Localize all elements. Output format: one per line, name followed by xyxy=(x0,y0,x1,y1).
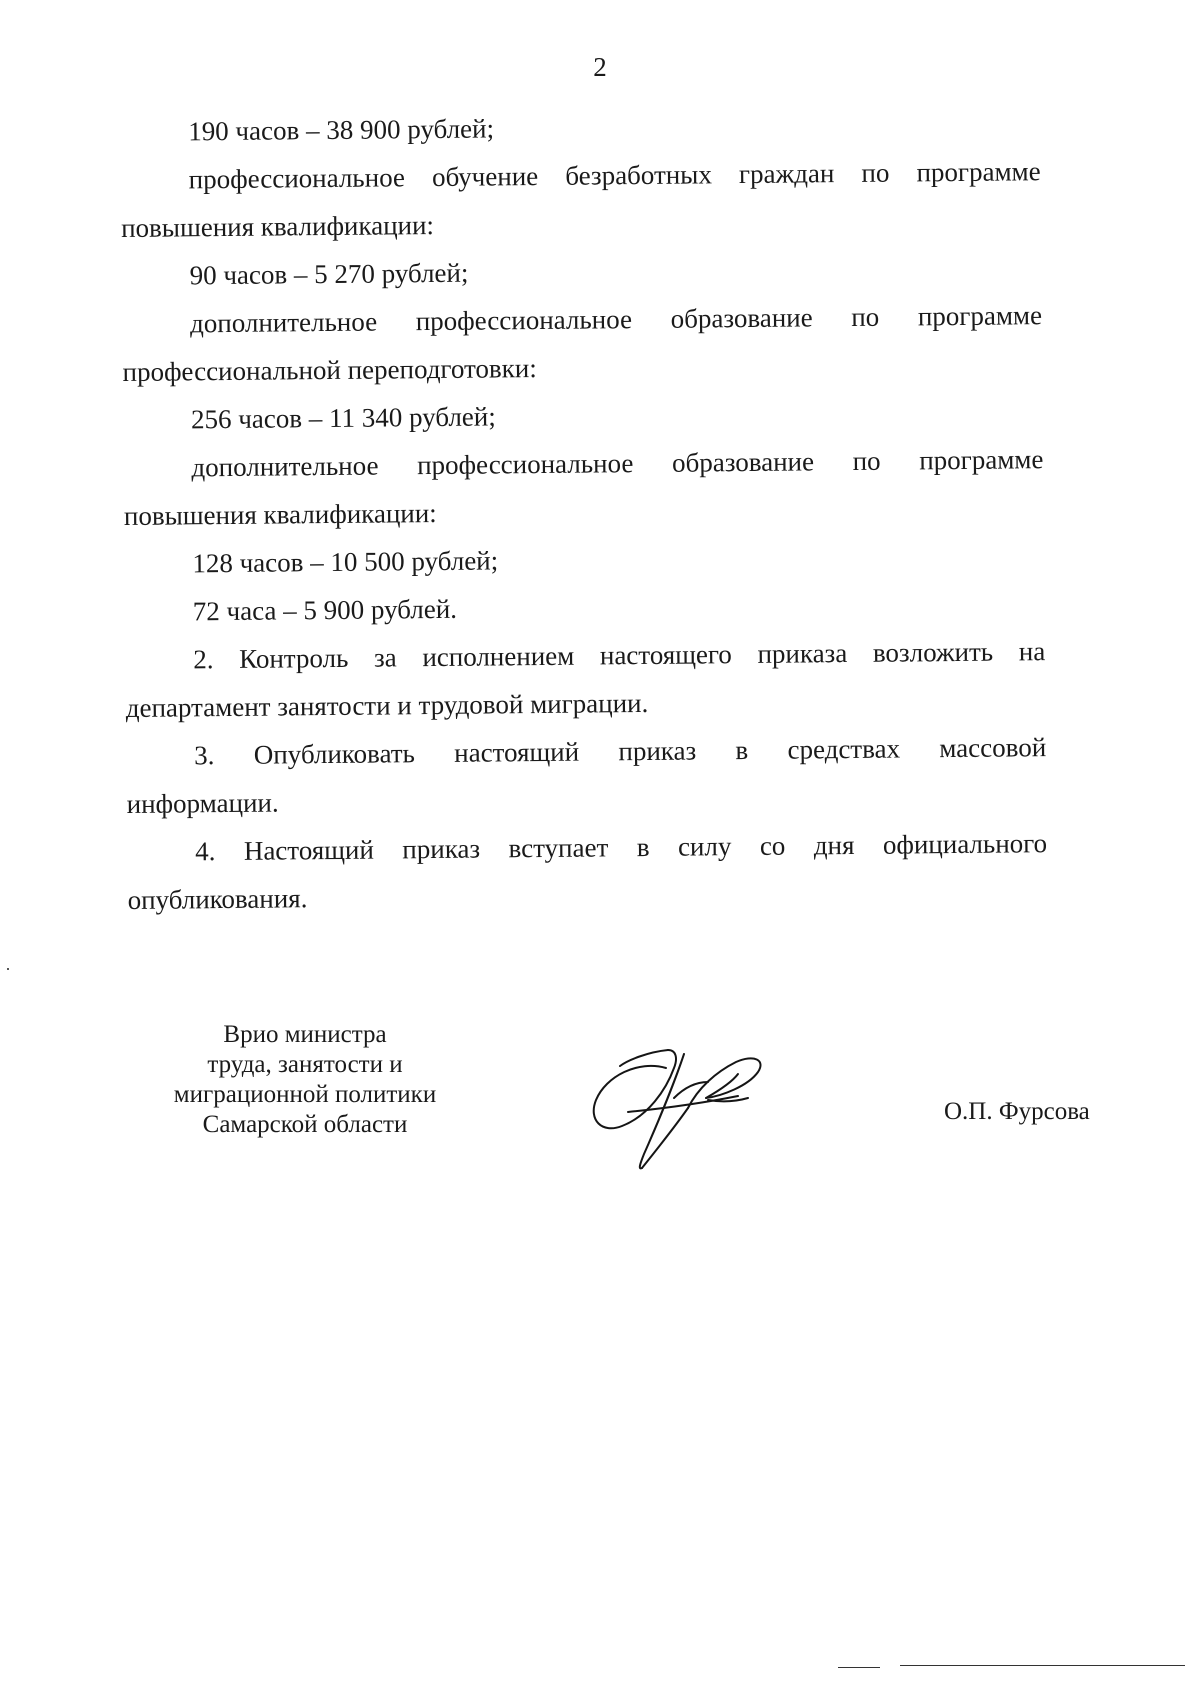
paragraph-line: профессиональное обучение безработных граждан по программе xyxy=(188,156,1041,195)
paragraph-line: департамент занятости и трудовой миграции. xyxy=(125,687,649,723)
footer-rule-long xyxy=(900,1665,1185,1666)
document-body xyxy=(120,99,1048,924)
paragraph-line: информации. xyxy=(126,787,279,819)
position-line: Самарской области xyxy=(202,1111,408,1138)
paragraph-line: повышения квалификации: xyxy=(123,497,437,531)
paragraph-line: 4. Настоящий приказ вступает в силу со дня официального xyxy=(194,828,1048,867)
paragraph-line: 190 часов – 38 900 рублей; xyxy=(188,113,495,147)
paragraph-line: 72 часа – 5 900 рублей. xyxy=(192,593,458,627)
paragraph-line: 128 часов – 10 500 рублей; xyxy=(192,545,499,579)
footer-rule-short xyxy=(838,1667,880,1668)
position-line: Врио министра xyxy=(223,1021,387,1048)
signer-position xyxy=(150,1020,460,1140)
position-line: миграционной политики xyxy=(173,1081,437,1108)
paragraph-line: 256 часов – 11 340 рублей; xyxy=(190,401,496,435)
paragraph-line: 90 часов – 5 270 рублей; xyxy=(189,257,469,291)
paragraph-line: 3. Опубликовать настоящий приказ в средствах массовой xyxy=(194,732,1047,771)
paragraph-line: опубликования. xyxy=(127,883,308,915)
paragraph-line: дополнительное профессиональное образование по программе xyxy=(189,300,1043,339)
margin-mark xyxy=(7,968,9,970)
signer-name: О.П. Фурсова xyxy=(944,1098,1090,1125)
paragraph-line: профессиональной переподготовки: xyxy=(122,353,537,387)
handwritten-signature xyxy=(588,1038,778,1178)
position-line: труда, занятости и xyxy=(207,1051,403,1078)
paragraph-line: повышения квалификации: xyxy=(121,209,435,243)
page-number: 2 xyxy=(593,52,607,82)
paragraph-line: 2. Контроль за исполнением настоящего приказа возложить на xyxy=(193,636,1046,675)
signature-block xyxy=(0,1020,1200,1180)
paragraph-line: дополнительное профессиональное образование по программе xyxy=(191,444,1044,483)
